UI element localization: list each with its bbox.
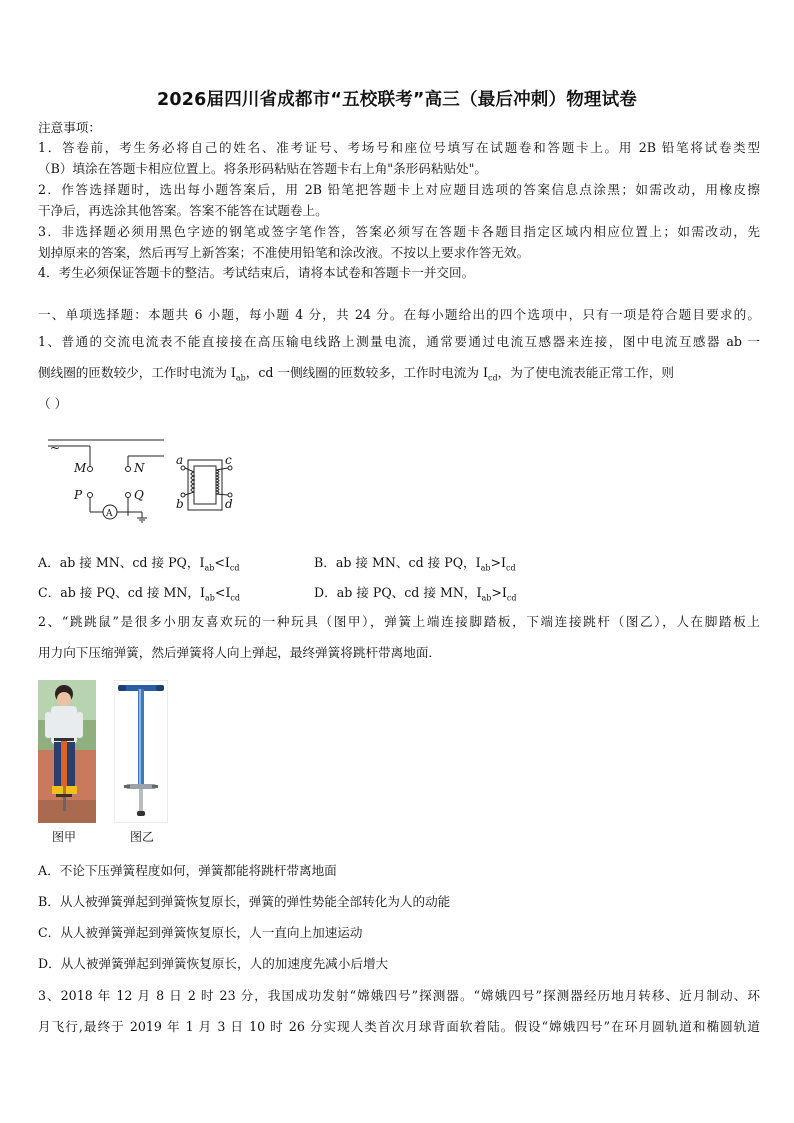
ammeter-label: A — [106, 509, 113, 519]
notice-line-2: （B）填涂在答题卡相应位置上。将条形码粘贴在答题卡右上角"条形码粘贴处"。 — [38, 161, 488, 176]
q3-line-1: 3、2018 年 12 月 8 日 2 时 23 分，我国成功发射“嫦娥四号”探测器。“嫦娥四号”探测器经历地月转移、近月制动、环 — [38, 988, 760, 1003]
notice-line-7: 4．考生必须保证答题卡的整洁。考试结束后，请将本试卷和答题卡一并交回。 — [38, 265, 475, 280]
q2-line-2: 用力向下压缩弹簧，然后弹簧将人向上弹起，最终弹簧将跳杆带离地面． — [38, 645, 441, 660]
q1-line-2: 侧线圈的匝数较少，工作时电流为 $I_{ab}$，cd 一侧线圈的匝数较多，工作时电流为 $I_{cd}$，为了使电流表能正常工作，则 — [38, 365, 674, 383]
q1-answer-bracket: （ ） — [38, 396, 68, 411]
q2-option-c: C．从人被弹簧弹起到弹簧恢复原长，人一直向上加速运动 — [38, 925, 363, 940]
label-d: d — [225, 497, 233, 511]
notice-line-5: 3．非选择题必须用黑色字迹的钢笔或签字笔作答，答案必须写在答题卡各题目指定区域内相应位置上；如需改动，先 — [38, 224, 760, 239]
q2-option-b: B．从人被弹簧弹起到弹簧恢复原长，弹簧的弹性势能全部转化为人的动能 — [38, 894, 451, 909]
label-P: P — [74, 488, 83, 502]
label-Q: Q — [134, 488, 144, 502]
notice-line-6: 划掉原来的答案，然后再写上新答案；不准使用铅笔和涂改液。不按以上要求作答无效。 — [38, 245, 530, 260]
label-c: c — [225, 453, 232, 467]
photo-pogo-stick — [114, 680, 168, 823]
notice-line-3: 2．作答选择题时，选出每小题答案后，用 2B 铅笔把答题卡上对应题目选项的答案信息点涂黑；如需改动，用橡皮擦 — [38, 182, 760, 197]
q3-line-2: 月飞行,最终于 2019 年 1 月 3 日 10 时 26 分实现人类首次月球背面软着陆。假设“嫦娥四号”在环月圆轨道和椭圆轨道 — [38, 1019, 760, 1034]
label-N: N — [134, 461, 145, 475]
caption-figure-yi: 图乙 — [130, 830, 155, 844]
q1-line-1: 1、普通的交流电流表不能直接接在高压输电线路上测量电流，通常要通过电流互感器来连接，图中电流互感器 ab 一 — [38, 334, 760, 349]
q1-option-b: B．ab 接 MN、cd 接 PQ，$I_{ab}>I_{cd}$ — [314, 555, 516, 573]
notice-line-1: 1．答卷前，考生务必将自己的姓名、准考证号、考场号和座位号填写在试题卷和答题卡上。用 2B 铅笔将试卷类型 — [38, 140, 760, 155]
q1-option-d: D．ab 接 PQ、cd 接 MN，$I_{ab}>I_{cd}$ — [314, 585, 517, 603]
notice-heading: 注意事项： — [38, 120, 101, 135]
photo-child-on-pogo-stick — [38, 680, 96, 823]
page-title: 2026届四川省成都市“五校联考”高三（最后冲刺）物理试卷 — [156, 90, 637, 110]
section-1-heading: 一、单项选择题：本题共 6 小题，每小题 4 分，共 24 分。在每小题给出的四个选项中，只有一项是符合题目要求的。 — [38, 307, 760, 322]
current-transformer-diagram — [44, 432, 244, 532]
caption-figure-jia: 图甲 — [52, 830, 77, 844]
q2-option-d: D．从人被弹簧弹起到弹簧恢复原长，人的加速度先减小后增大 — [38, 956, 389, 971]
q1-option-c: C．ab 接 PQ、cd 接 MN，$I_{ab}<I_{cd}$ — [38, 585, 241, 603]
q2-line-1: 2、“跳跳鼠”是很多小朋友喜欢玩的一种玩具（图甲），弹簧上端连接脚踏板，下端连接跳杆（图乙），人在脚踏板上 — [38, 614, 760, 629]
ac-source-symbol: ~ — [50, 441, 61, 455]
q2-option-a: A．不论下压弹簧程度如何，弹簧都能将跳杆带离地面 — [38, 863, 337, 878]
q1-option-a: A．ab 接 MN、cd 接 PQ，$I_{ab}<I_{cd}$ — [38, 555, 240, 573]
label-M: M — [74, 461, 87, 475]
label-a: a — [176, 453, 184, 467]
label-b: b — [176, 497, 184, 511]
notice-line-4: 干净后，再选涂其他答案。答案不能答在试题卷上。 — [38, 203, 328, 218]
